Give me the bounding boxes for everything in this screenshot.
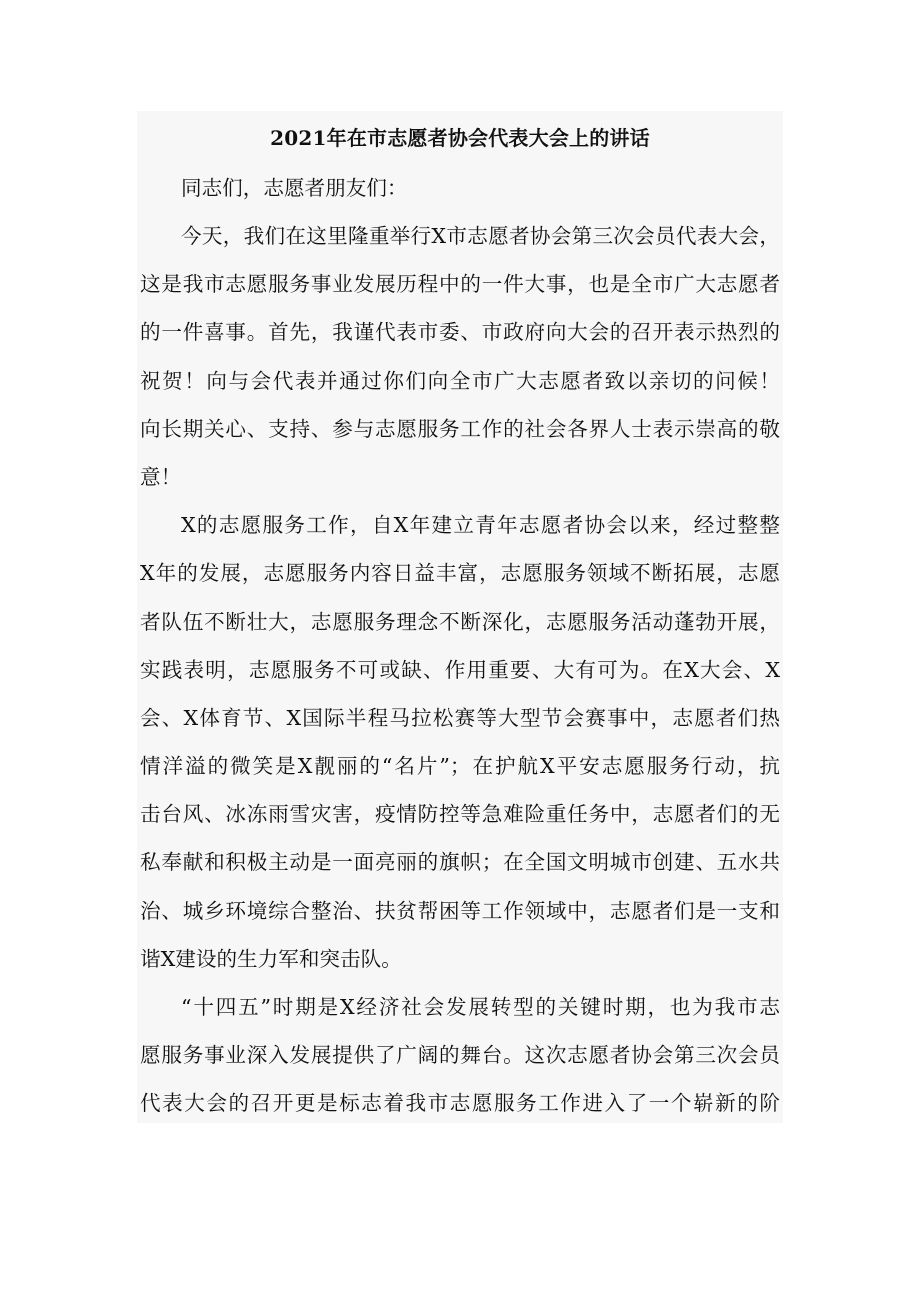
paragraph-line: 愿服务事业深入发展提供了广阔的舞台。这次志愿者协会第三次会员 bbox=[140, 1043, 780, 1068]
paragraph-line: “十四五”时期是X经济社会发展转型的关键时期，也为我市志 bbox=[181, 995, 780, 1019]
paragraph-line: 击台风、冰冻雨雪灾害，疫情防控等急难险重任务中，志愿者们的无 bbox=[140, 802, 780, 827]
paragraph-line: 意！ bbox=[140, 464, 182, 489]
document-title: 2021年在市志愿者协会代表大会上的讲话 bbox=[270, 126, 650, 150]
paragraph-line: X年的发展，志愿服务内容日益丰富，志愿服务领域不断拓展，志愿 bbox=[140, 561, 780, 586]
paragraph-line: 实践表明，志愿服务不可或缺、作用重要、大有可为。在X大会、X bbox=[140, 657, 780, 682]
paragraph-line: 私奉献和积极主动是一面亮丽的旗帜；在全国文明城市创建、五水共 bbox=[140, 850, 780, 875]
paragraph-2 bbox=[140, 501, 780, 983]
paragraph-line: 谐X建设的生力军和突击队。 bbox=[140, 946, 402, 971]
paragraph-3 bbox=[140, 983, 780, 1128]
paragraph-line: 这是我市志愿服务事业发展历程中的一件大事，也是全市广大志愿者 bbox=[140, 272, 780, 297]
document-body bbox=[140, 112, 780, 1128]
paragraph-line: 会、X体育节、X国际半程马拉松赛等大型节会赛事中，志愿者们热 bbox=[140, 705, 780, 730]
paragraph-line: 代表大会的召开更是标志着我市志愿服务工作进入了一个崭新的阶 bbox=[140, 1091, 780, 1116]
paragraph-line: 者队伍不断壮大，志愿服务理念不断深化，志愿服务活动蓬勃开展， bbox=[140, 609, 780, 634]
greeting-line: 同志们，志愿者朋友们： bbox=[181, 176, 408, 200]
paragraph-line: 祝贺！向与会代表并通过你们向全市广大志愿者致以亲切的问候！ bbox=[140, 368, 780, 393]
paragraph-line: 的一件喜事。首先，我谨代表市委、市政府向大会的召开表示热烈的 bbox=[140, 320, 780, 345]
paragraph-line: 向长期关心、支持、参与志愿服务工作的社会各界人士表示崇高的敬 bbox=[140, 416, 780, 441]
paragraph-line: 治、城乡环境综合整治、扶贫帮困等工作领域中，志愿者们是一支和 bbox=[140, 898, 780, 923]
paragraph-1 bbox=[140, 212, 780, 501]
paragraph-line: X的志愿服务工作，自X年建立青年志愿者协会以来，经过整整 bbox=[181, 513, 780, 538]
paragraph-line: 今天，我们在这里隆重举行X市志愿者协会第三次会员代表大会， bbox=[181, 224, 780, 248]
paragraph-line: 情洋溢的微笑是X靓丽的“名片”；在护航X平安志愿服务行动，抗 bbox=[140, 754, 780, 779]
